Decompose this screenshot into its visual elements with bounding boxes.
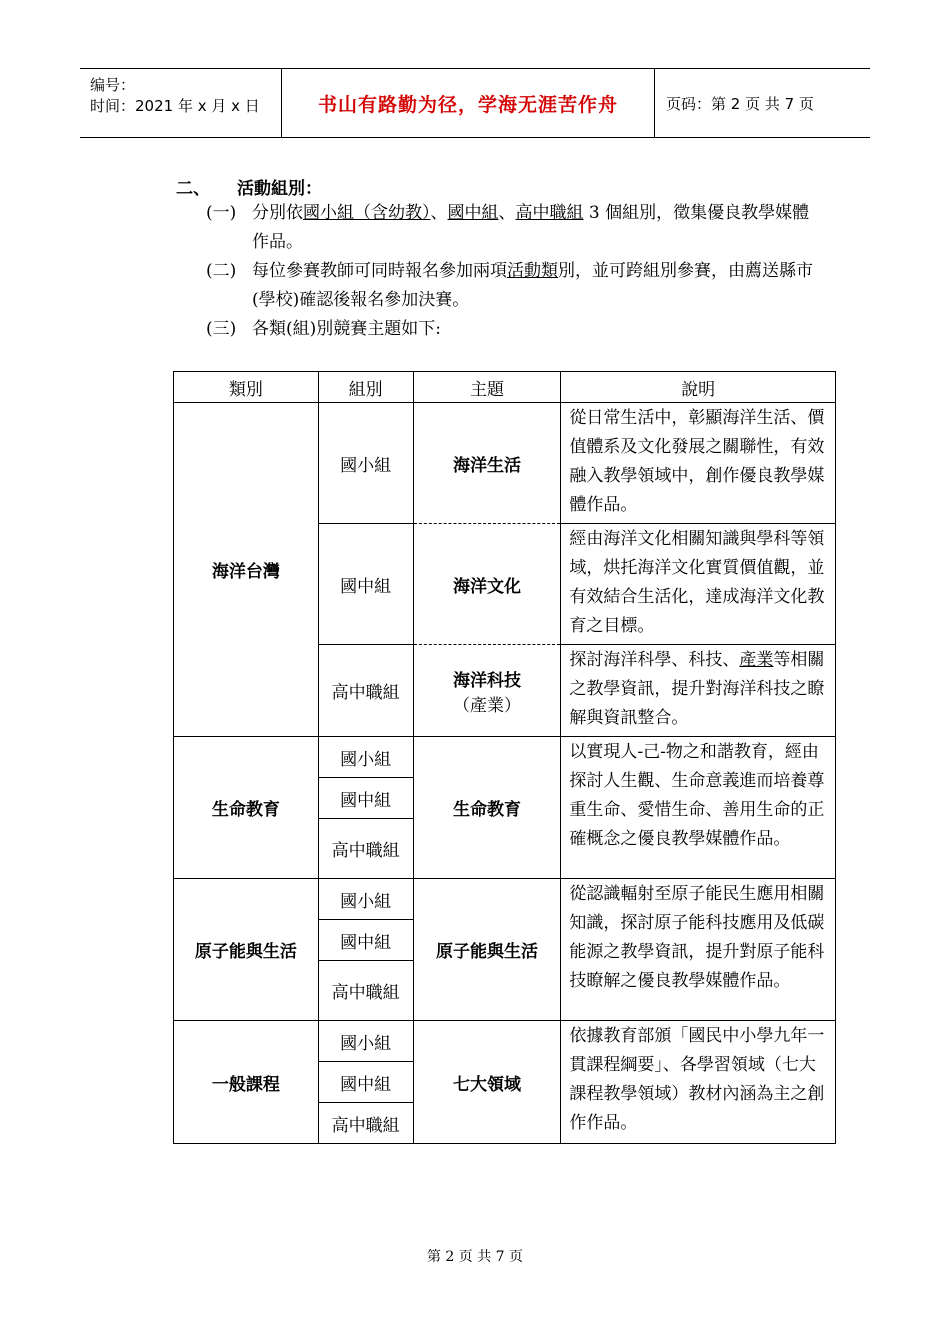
list-item-3 [206, 315, 826, 344]
group-cell: 國小組 [318, 403, 413, 524]
motto: 书山有路勤为径，学海无涯苦作舟 [317, 93, 618, 116]
theme-cell: 七大領域 [413, 1021, 561, 1144]
underlined-term: 國小組（含幼教） [303, 203, 431, 223]
list-item-1 [206, 199, 826, 257]
item-text-segment: 、 [430, 203, 448, 223]
date-line: 时间：2021 年 x 月 x 日 [90, 97, 260, 115]
underlined-term: 高中職組 [515, 203, 584, 223]
item-text: 各類(組)別競賽主題如下: [252, 319, 441, 339]
header-page-cell [654, 69, 870, 137]
theme-subtitle: （產業） [452, 695, 521, 716]
section-heading [176, 174, 322, 199]
serial-label: 编号： [90, 76, 136, 94]
group-cell: 高中職組 [318, 1103, 413, 1144]
item-text-segment: 3 個組別，徵集優良教學媒體作品。 [252, 203, 810, 252]
table-row [174, 403, 836, 524]
item-marker: (一) [206, 203, 237, 223]
description-cell: 以實現人-己-物之和諧教育，經由探討人生觀、生命意義進而培養尊重生命、愛惜生命、善用生命的正確概念之優良教學媒體作品。 [561, 737, 836, 879]
theme-cell: 海洋文化 [413, 524, 561, 645]
item-text-segment: 、 [498, 203, 516, 223]
column-header: 說明 [561, 372, 836, 403]
table-row [174, 1021, 836, 1062]
category-cell: 一般課程 [174, 1021, 319, 1144]
description-cell [561, 645, 836, 737]
theme-cell: 原子能與生活 [413, 879, 561, 1021]
theme-cell: 海洋生活 [413, 403, 561, 524]
page-code: 页码：第 2 页 共 7 页 [666, 94, 814, 113]
page-footer: 第 2 页 共 7 页 [426, 1249, 524, 1265]
competition-table [173, 371, 836, 1144]
theme-title: 海洋科技 [452, 670, 521, 691]
theme-cell: 生命教育 [413, 737, 561, 879]
item-text-segment: 分別依 [252, 203, 303, 223]
description-cell: 從認識輻射至原子能民生應用相關知識，探討原子能科技應用及低碳能源之教學資訊，提升對原子能科技瞭解之優良教學媒體作品。 [561, 879, 836, 1021]
description-cell: 從日常生活中，彰顯海洋生活、價值體系及文化發展之關聯性，有效融入教學領域中，創作優良教學媒體作品。 [561, 403, 836, 524]
item-marker: (二) [206, 261, 237, 281]
item-marker: (三) [206, 319, 237, 339]
column-header: 主題 [413, 372, 561, 403]
underlined-term: 國中組 [447, 203, 499, 223]
header-meta-cell [80, 69, 280, 137]
table-row [174, 879, 836, 920]
group-cell: 國小組 [318, 1021, 413, 1062]
table-header-row [174, 372, 836, 403]
group-cell: 國中組 [318, 920, 413, 961]
table-row [174, 737, 836, 778]
group-cell: 國小組 [318, 737, 413, 778]
column-header: 組別 [318, 372, 413, 403]
item-text [252, 257, 826, 315]
underlined-term: 活動類 [507, 261, 558, 281]
item-text-segment: 別，並可跨組別參賽，由薦送縣市(學校)確認後報名參加決賽。 [252, 261, 813, 310]
category-cell: 原子能與生活 [174, 879, 319, 1021]
category-cell: 生命教育 [174, 737, 319, 879]
underlined-term: 產業 [739, 650, 774, 670]
group-cell: 國小組 [318, 879, 413, 920]
column-header: 類別 [174, 372, 319, 403]
category-cell: 海洋台灣 [174, 403, 319, 737]
group-cell: 高中職組 [318, 645, 413, 737]
group-cell: 國中組 [318, 778, 413, 819]
group-cell: 國中組 [318, 1062, 413, 1103]
group-cell: 高中職組 [318, 819, 413, 879]
description-segment: 等相關之教學資訊，提升對海洋科技之瞭解與資訊整合。 [569, 650, 825, 728]
item-text-segment: 每位參賽教師可同時報名參加兩項 [252, 261, 507, 281]
section-title: 活動組別： [237, 179, 322, 199]
description-cell: 依據教育部頒「國民中小學九年一貫課程綱要」、各學習領域（七大課程教學領域）教材內涵為主之創作作品。 [561, 1021, 836, 1144]
description-segment: 探討海洋科學、科技、 [569, 650, 740, 670]
group-cell: 國中組 [318, 524, 413, 645]
description-cell: 經由海洋文化相關知識與學科等領域，烘托海洋文化實質價值觀，並有效結合生活化，達成海洋文化教育之目標。 [561, 524, 836, 645]
header-motto-cell [281, 69, 655, 137]
document-header [80, 68, 870, 138]
group-cell: 高中職組 [318, 961, 413, 1021]
theme-cell [413, 645, 561, 737]
item-text [252, 199, 826, 257]
section-number: 二、 [176, 179, 210, 199]
list-item-2 [206, 257, 826, 315]
